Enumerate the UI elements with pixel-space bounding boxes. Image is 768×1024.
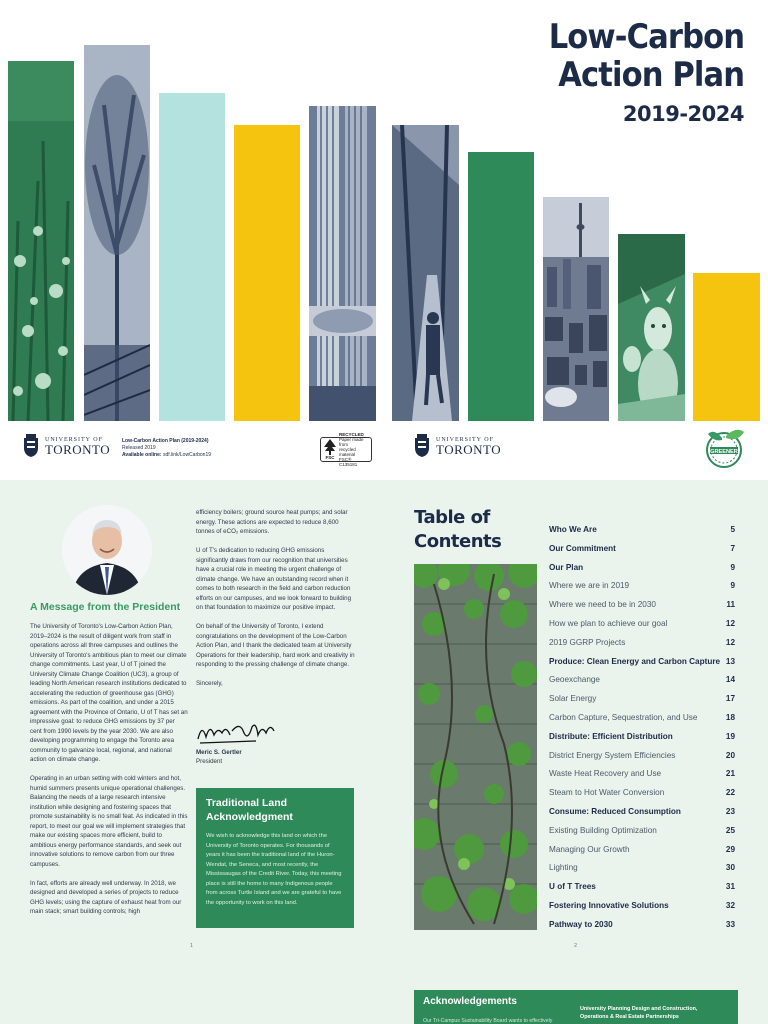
fsc-line-1: RECYCLED bbox=[339, 432, 364, 437]
bar-photo-path bbox=[392, 125, 459, 421]
toc-item-page: 23 bbox=[725, 806, 735, 816]
toc-item-label: Our Plan bbox=[549, 562, 584, 572]
bar-teal bbox=[159, 93, 225, 421]
greener-badge-icon bbox=[702, 426, 746, 470]
ivy-wall-photo bbox=[414, 564, 537, 930]
land-text: We wish to acknowledge this land on which the University of Toronto operates. For thousands of years it has been the traditional land of the Huron-Wendat, the Seneca, and most recently, the Mississaugas of the Credit River. Today, this meeting place is still the home to many Indigenous people from across Turtle Island and we are grateful to have the opportunity to work on this land. bbox=[206, 833, 342, 906]
toc-item-page: 21 bbox=[725, 769, 735, 779]
logo-big-text: TORONTO bbox=[45, 441, 111, 457]
toc-title bbox=[414, 506, 501, 554]
ack-sub-text: Our Tri-Campus Sustainability Board wants to effectively bbox=[423, 1018, 553, 1024]
message-title: A Message from the President bbox=[30, 601, 181, 613]
toc-item-page: 30 bbox=[725, 863, 735, 873]
page-number-right: 2 bbox=[574, 943, 578, 949]
toc-item[interactable] bbox=[549, 581, 735, 600]
toc-item[interactable] bbox=[549, 882, 735, 901]
bar-photo-city bbox=[543, 197, 609, 421]
toc-item-page: 12 bbox=[725, 618, 735, 628]
toc-item[interactable] bbox=[549, 769, 735, 788]
title-years: 2019-2024 bbox=[622, 102, 744, 126]
toc-item[interactable] bbox=[549, 788, 735, 807]
toc-item[interactable] bbox=[549, 638, 735, 657]
toc-item-label: Lighting bbox=[549, 863, 578, 873]
pub-title: Low-Carbon Action Plan (2019-2024) bbox=[122, 438, 209, 444]
toc-item-page: 5 bbox=[730, 525, 735, 534]
toc-item[interactable] bbox=[549, 563, 735, 582]
toc-item[interactable] bbox=[549, 920, 735, 939]
toc-item[interactable] bbox=[549, 826, 735, 845]
ack-title: Acknowledgements bbox=[423, 996, 517, 1007]
toc-item[interactable] bbox=[549, 694, 735, 713]
message-column-2 bbox=[196, 508, 356, 698]
signer-role: President bbox=[196, 758, 223, 765]
toc-item-page: 25 bbox=[725, 825, 735, 835]
toc-item-page: 31 bbox=[725, 882, 735, 892]
fsc-label: FSC bbox=[325, 455, 335, 460]
fsc-recycled-badge bbox=[320, 432, 372, 467]
toc-item[interactable] bbox=[549, 525, 735, 544]
toc-list bbox=[549, 525, 735, 939]
bar-photo-column bbox=[309, 106, 376, 421]
message-paragraph: efficiency boilers; ground source heat pumps; and solar energy. These actions are expected to reduce 8,600 tonnes of eCO₂ emissions. bbox=[196, 509, 348, 535]
toc-item-page: 18 bbox=[725, 712, 735, 722]
toc-item-label: Our Commitment bbox=[549, 543, 616, 553]
fsc-line-3: recycled material bbox=[339, 447, 356, 457]
title-line-2: Action Plan bbox=[558, 55, 744, 95]
toc-item[interactable] bbox=[549, 845, 735, 864]
toc-title-line-1: Table of bbox=[414, 507, 490, 528]
toc-item-label: Managing Our Growth bbox=[549, 844, 630, 854]
ack-right-line-1: University Planning Design and Construction, bbox=[580, 1006, 698, 1012]
fsc-line-2: Paper made from bbox=[339, 437, 364, 447]
signature-icon bbox=[196, 719, 280, 745]
cover-page bbox=[0, 0, 768, 480]
logo-small-text: UNIVERSITY OF bbox=[436, 436, 494, 443]
toc-item-label: Existing Building Optimization bbox=[549, 825, 657, 835]
page-number-left: 1 bbox=[190, 943, 194, 949]
signer bbox=[196, 748, 242, 766]
toc-item-page: 9 bbox=[730, 581, 735, 591]
toc-item-page: 32 bbox=[725, 900, 735, 910]
ack-right-line-2: Operations & Real Estate Partnerships bbox=[580, 1014, 679, 1020]
toc-item-label: Produce: Clean Energy and Carbon Capture bbox=[549, 656, 721, 666]
toc-item-page: 12 bbox=[725, 637, 735, 647]
toc-item-label: Consume: Reduced Consumption bbox=[549, 806, 681, 816]
toc-item-page: 11 bbox=[726, 600, 735, 610]
pub-online-url[interactable]: sdf.link/LowCarbon19 bbox=[162, 452, 212, 458]
toc-item[interactable] bbox=[549, 713, 735, 732]
toc-item-page: 29 bbox=[725, 844, 735, 854]
toc-item-label: Solar Energy bbox=[549, 694, 597, 704]
fsc-code: FSC® C135181 bbox=[339, 457, 358, 467]
toc-item[interactable] bbox=[549, 675, 735, 694]
acknowledgements-box bbox=[414, 990, 738, 1024]
pub-online-label: Available online: bbox=[122, 452, 162, 458]
toc-item-label: Waste Heat Recovery and Use bbox=[549, 769, 662, 779]
bar-photo-tree bbox=[84, 45, 150, 421]
cover-title bbox=[527, 18, 744, 126]
toc-item-page: 33 bbox=[725, 919, 735, 929]
land-acknowledgment-box bbox=[196, 788, 354, 928]
logo-big-text: TORONTO bbox=[436, 441, 502, 457]
toc-item-label: Fostering Innovative Solutions bbox=[549, 900, 669, 910]
message-column-1 bbox=[30, 622, 188, 926]
fsc-tree-icon bbox=[324, 439, 336, 455]
toc-item-label: How we plan to achieve our goal bbox=[549, 618, 668, 628]
toc-item-page: 22 bbox=[725, 788, 735, 798]
crest-icon bbox=[414, 434, 430, 458]
uoft-logo-right bbox=[414, 434, 501, 458]
publication-info bbox=[122, 438, 211, 459]
toc-item-label: Geoexchange bbox=[549, 675, 600, 685]
message-paragraph: Operating in an urban setting with cold winters and hot, humid summers presents unique operational challenges. Balancing the needs of a large research intensive institution while designing and fostering spaces that promote sustainability is no small feat. As indicated in this report, to meet our goal we will implement strategies that make our existing spaces more efficient, build to ambitious energy performance standards, and seek out innovative solutions to remove carbon from our three campuses. bbox=[30, 775, 188, 868]
message-paragraph: U of T's dedication to reducing GHG emissions significantly draws from our recognition that universities have a crucial role in meeting the urgent challenge of climate change. We have an outstanding record when it comes to both research in the field and carbon reduction efforts on our campuses, and we look forward to building on that foundation to maximize our positive impact. bbox=[196, 547, 352, 611]
toc-item[interactable] bbox=[549, 600, 735, 619]
toc-item-page: 9 bbox=[730, 562, 735, 572]
toc-item-page: 20 bbox=[725, 750, 735, 760]
toc-item[interactable] bbox=[549, 619, 735, 638]
toc-item[interactable] bbox=[549, 732, 735, 751]
toc-item-label: Where we are in 2019 bbox=[549, 581, 630, 591]
title-line-1: Low-Carbon bbox=[548, 17, 744, 57]
toc-item[interactable] bbox=[549, 901, 735, 920]
greener-label: GREENER bbox=[710, 448, 738, 455]
bar-photo-flowers bbox=[8, 61, 74, 421]
toc-item-label: Pathway to 2030 bbox=[549, 919, 613, 929]
message-paragraph: In fact, efforts are already well underway. In 2018, we designed and developed a series of projects to reduce GHG levels; using the capture of exhaust heat from our main stack; smart building controls; high bbox=[30, 879, 182, 915]
land-title: Traditional Land Acknowledgment bbox=[206, 797, 293, 823]
toc-item[interactable] bbox=[549, 544, 735, 563]
bar-yellow-2 bbox=[693, 273, 760, 421]
sincerely-text: Sincerely, bbox=[196, 680, 223, 687]
toc-item-page: 13 bbox=[725, 656, 735, 666]
toc-item[interactable] bbox=[549, 807, 735, 826]
uoft-logo-left bbox=[23, 434, 110, 458]
toc-item[interactable] bbox=[549, 657, 735, 676]
toc-item[interactable] bbox=[549, 751, 735, 770]
toc-item-page: 14 bbox=[725, 675, 735, 685]
toc-item-page: 17 bbox=[725, 694, 735, 704]
toc-title-line-2: Contents bbox=[414, 531, 502, 552]
message-paragraph: On behalf of the University of Toronto, I extend congratulations on the development of the Low-Carbon Action Plan, and I thank the dedicated team at University Operations for their leadership, hard work and creativity in responding to the pressing challenge of climate change. bbox=[196, 623, 355, 668]
toc-item-label: U of T Trees bbox=[549, 882, 596, 892]
toc-item-label: District Energy System Efficiencies bbox=[549, 750, 676, 760]
toc-item-label: Where we need to be in 2030 bbox=[549, 600, 656, 610]
toc-item-page: 7 bbox=[730, 543, 735, 553]
toc-item-page: 19 bbox=[725, 731, 735, 741]
bar-photo-deer bbox=[618, 234, 685, 421]
message-paragraph: The University of Toronto's Low-Carbon Action Plan, 2019–2024 is the result of diligent work from staff in operations across all three campuses and outlines the University of Toronto's ambitious plan to meet our climate change commitments. Last year, U of T joined the University Climate Change Coalition (UC3), a group of leading North American research institutions dedicated to accelerating the reduction of greenhouse gas (GHG) emissions. As part of the coalition, and under a 2015 agreement with the Province of Ontario, U of T has set an impressive goal: to reduce GHG emissions by 37 per cent from 1990 levels by the year 2030. We are also developing programming to engage the Toronto area community to galvanize local, regional, and national action on climate change. bbox=[30, 623, 188, 763]
toc-item-label: Steam to Hot Water Conversion bbox=[549, 788, 665, 798]
signer-name: Meric S. Gertler bbox=[196, 749, 242, 756]
toc-item-label: Carbon Capture, Sequestration, and Use bbox=[549, 712, 698, 722]
toc-item-label: Who We Are bbox=[549, 525, 597, 534]
president-photo bbox=[62, 505, 152, 595]
toc-item-label: Distribute: Efficient Distribution bbox=[549, 731, 673, 741]
logo-small-text: UNIVERSITY OF bbox=[45, 436, 103, 443]
pub-released: Released 2019 bbox=[122, 445, 156, 451]
toc-item[interactable] bbox=[549, 863, 735, 882]
crest-icon bbox=[23, 434, 39, 458]
bar-yellow bbox=[234, 125, 300, 421]
bar-green bbox=[468, 152, 534, 421]
ack-organization bbox=[580, 1005, 697, 1021]
toc-item-label: 2019 GGRP Projects bbox=[549, 637, 626, 647]
